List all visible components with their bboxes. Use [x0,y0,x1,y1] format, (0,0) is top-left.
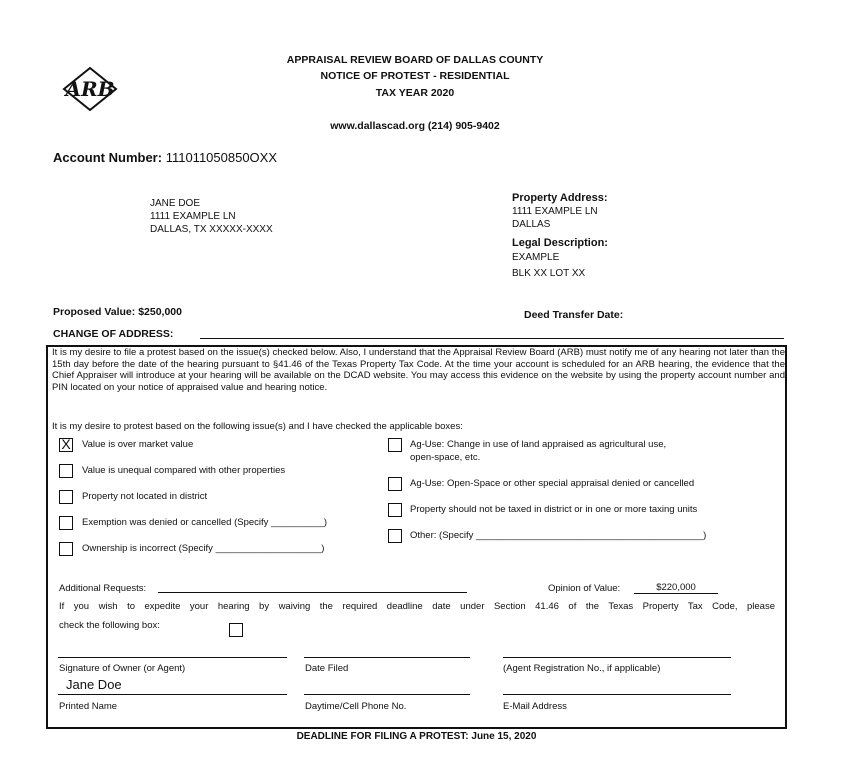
account-number [53,150,277,165]
checkbox-exemption[interactable] [59,516,73,530]
checkbox-not-in-district[interactable] [59,490,73,504]
opinion-of-value-field[interactable]: $220,000 [634,582,718,594]
checkbox-unequal[interactable] [59,464,73,478]
expedite-text: If you wish to expedite your hearing by waiving the required deadline date under Section 41.46 of the Texas Property Tax Code, please [59,601,775,612]
date-filed-label: Date Filed [305,663,349,674]
checkbox-ag-use-change[interactable] [388,438,402,452]
option-other: Other: (Specify ___________________________________________) [410,530,707,541]
additional-requests-field[interactable] [158,592,467,593]
property-city: DALLAS [512,219,551,230]
email-line[interactable] [503,694,731,695]
logo-text: ARB [65,77,115,101]
expedite-text-2: check the following box: [59,620,160,631]
option-ag-use-open-space: Ag-Use: Open-Space or other special appraisal denied or cancelled [410,478,695,489]
checkbox-ownership[interactable] [59,542,73,556]
agent-registration-line[interactable] [503,657,731,658]
option-exemption: Exemption was denied or cancelled (Specify __________) [82,517,328,528]
owner-name: JANE DOE [150,198,201,209]
opinion-of-value-label: Opinion of Value: [548,583,621,594]
header-title: APPRAISAL REVIEW BOARD OF DALLAS COUNTY [286,54,544,66]
header-contact: www.dallascad.org (214) 905-9402 [330,120,500,132]
deed-transfer-date: Deed Transfer Date: [524,309,624,321]
account-label: Account Number: [53,150,163,165]
legal-line-1: EXAMPLE [512,252,560,263]
checkbox-not-taxed[interactable] [388,503,402,517]
option-ag-use-change-line2: open-space, etc. [410,452,481,463]
option-ag-use-change [410,438,666,464]
checkbox-over-market[interactable]: X [59,438,73,452]
phone-line[interactable] [304,694,470,695]
legal-description-label: Legal Description: [512,237,608,249]
option-ownership: Ownership is incorrect (Specify ____________________) [82,543,325,554]
property-address-label: Property Address: [512,192,608,204]
property-street: 1111 EXAMPLE LN [512,206,598,217]
arb-logo [62,66,118,112]
additional-requests-label: Additional Requests: [59,583,147,594]
option-unequal: Value is unequal compared with other properties [82,465,286,476]
checkbox-other[interactable] [388,529,402,543]
email-label: E-Mail Address [503,701,567,712]
printed-name-line[interactable] [58,694,287,695]
signature-label: Signature of Owner (or Agent) [59,663,186,674]
filing-deadline: DEADLINE FOR FILING A PROTEST: June 15, 2020 [296,731,537,742]
change-of-address-label: CHANGE OF ADDRESS: [53,328,174,340]
checkbox-ag-use-open-space[interactable] [388,477,402,491]
legal-line-2: BLK XX LOT XX [512,268,586,279]
date-filed-line[interactable] [304,657,470,658]
account-value: 111011050850OXX [165,150,278,165]
proposed-value: Proposed Value: $250,000 [53,306,182,318]
property-info [512,192,608,280]
agent-registration-label: (Agent Registration No., if applicable) [503,663,661,674]
owner-address [150,197,273,236]
printed-name-value: Jane Doe [66,677,122,692]
change-of-address-field[interactable] [200,338,784,339]
option-not-in-district: Property not located in district [82,491,208,502]
owner-city: DALLAS, TX XXXXX-XXXX [150,224,273,235]
phone-label: Daytime/Cell Phone No. [305,701,407,712]
option-not-taxed: Property should not be taxed in district or in one or more taxing units [410,504,698,515]
signature-line[interactable] [58,657,287,658]
issues-intro: It is my desire to protest based on the following issue(s) and I have checked the applicable boxes: [52,421,463,432]
intro-paragraph: It is my desire to file a protest based on the issue(s) checked below. Also, I understand that the Appraisal Review Board (ARB) must notify me of any hearing not later than the 15th day before the date of the hearing pursuant to §41.46 of the Texas Property Tax Code. At the time your account is scheduled for an ARB hearing, the evidence that the Chief Appraiser will introduce at your hearing will be available on the DCAD website. You may access this evidence on the website by using the property account number and PIN located on your notice of appraised value and hearing notice. [52,347,785,393]
header-subtitle: NOTICE OF PROTEST - RESIDENTIAL [320,70,510,82]
printed-name-label: Printed Name [59,701,118,712]
owner-street: 1111 EXAMPLE LN [150,211,236,222]
option-over-market: Value is over market value [82,439,194,450]
header-tax-year: TAX YEAR 2020 [375,87,455,99]
checkbox-expedite[interactable] [229,623,243,637]
option-ag-use-change-line1: Ag-Use: Change in use of land appraised as agricultural use, [410,439,667,450]
